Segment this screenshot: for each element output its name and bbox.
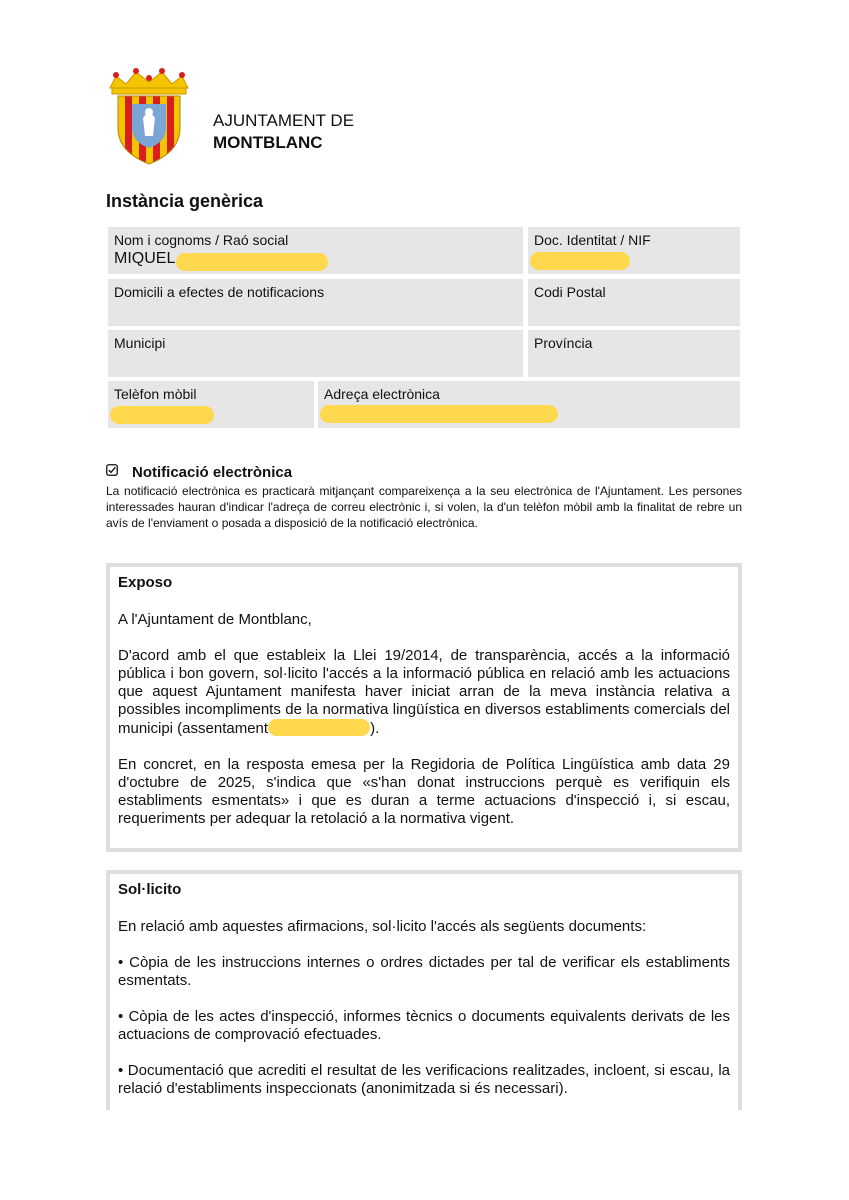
checkbox-checked-icon[interactable] (106, 464, 118, 476)
phone-label: Telèfon mòbil (114, 386, 197, 402)
redaction-mark (530, 252, 630, 270)
montblanc-coat-of-arms-icon (106, 66, 192, 166)
solicito-heading: Sol·licito (118, 881, 182, 898)
redaction-mark (268, 719, 370, 736)
solicito-section (106, 870, 742, 1110)
city-label: Municipi (114, 335, 166, 351)
exposo-paragraph-text: D'acord amb el que estableix la Llei 19/2014, de transparència, accés a la informació pública i bon govern, sol·licito l'accés a la informació pública en relació amb les actuacions que aquest Ajuntament manifesta haver iniciat arran de la meva instància relativa a possibles incompliments de la normativa lingüística en diversos establiments comercials del municipi (assentament (118, 647, 730, 737)
exposo-paragraph (118, 647, 730, 738)
address-label: Domicili a efectes de notificacions (114, 284, 325, 300)
org-line-1: AJUNTAMENT DE (213, 111, 355, 130)
exposo-section (106, 563, 742, 852)
exposo-heading: Exposo (118, 574, 173, 591)
notification-text: La notificació electrònica es practicarà mitjançant compareixença a la seu electrònica de l'Ajuntament. Les persones interessades hauran d'indicar l'adreça de correu electrònic i, si volen, la d'un telèfon mòbil amb la finalitat de rebre un avís de l'enviament o posada a disposició de la notificació electrònica. (106, 484, 742, 530)
solicito-intro: En relació amb aquestes afirmacions, sol·licito l'accés als següents documents: (118, 918, 647, 935)
name-label: Nom i cognoms / Raó social (114, 232, 289, 248)
id-label: Doc. Identitat / NIF (534, 232, 651, 248)
province-label: Província (534, 335, 593, 351)
exposo-paragraph-end: ). (370, 720, 380, 737)
solicito-item: • Còpia de les actes d'inspecció, informes tècnics o documents equivalents derivats de les actuacions de comprovació efectuades. (118, 1008, 730, 1043)
org-line-2: MONTBLANC (213, 133, 323, 152)
address-field[interactable] (108, 279, 523, 326)
solicito-item: • Còpia de les instruccions internes o ordres dictades per tal de verificar els establiments esmentats. (118, 954, 730, 989)
redaction-mark (110, 406, 214, 424)
city-field[interactable] (108, 330, 523, 377)
name-value: MIQUEL (114, 250, 176, 267)
document-title: Instància genèrica (106, 191, 264, 211)
postal-code-field[interactable] (528, 279, 740, 326)
notification-title: Notificació electrònica (132, 464, 293, 481)
redaction-mark (320, 405, 558, 423)
organization-name (213, 110, 354, 154)
redaction-mark (176, 253, 328, 271)
postal-code-label: Codi Postal (534, 284, 606, 300)
solicito-item: • Documentació que acrediti el resultat de les verificacions realitzades, incloent, si escau, la relació d'establiments inspeccionats (anonimitzada si és necessari). (118, 1062, 730, 1097)
email-label: Adreça electrònica (324, 386, 440, 402)
exposo-paragraph-detail: En concret, en la resposta emesa per la Regidoria de Política Lingüística amb data 29 d'octubre de 2025, s'indica que «s'han donat instruccions perquè es verifiquin els establiments esmentats» i que es duran a terme actuacions d'inspecció i, si escau, requeriments per adequar la retolació a la normativa vigent. (118, 756, 730, 827)
exposo-greeting: A l'Ajuntament de Montblanc, (118, 611, 312, 628)
province-field[interactable] (528, 330, 740, 377)
